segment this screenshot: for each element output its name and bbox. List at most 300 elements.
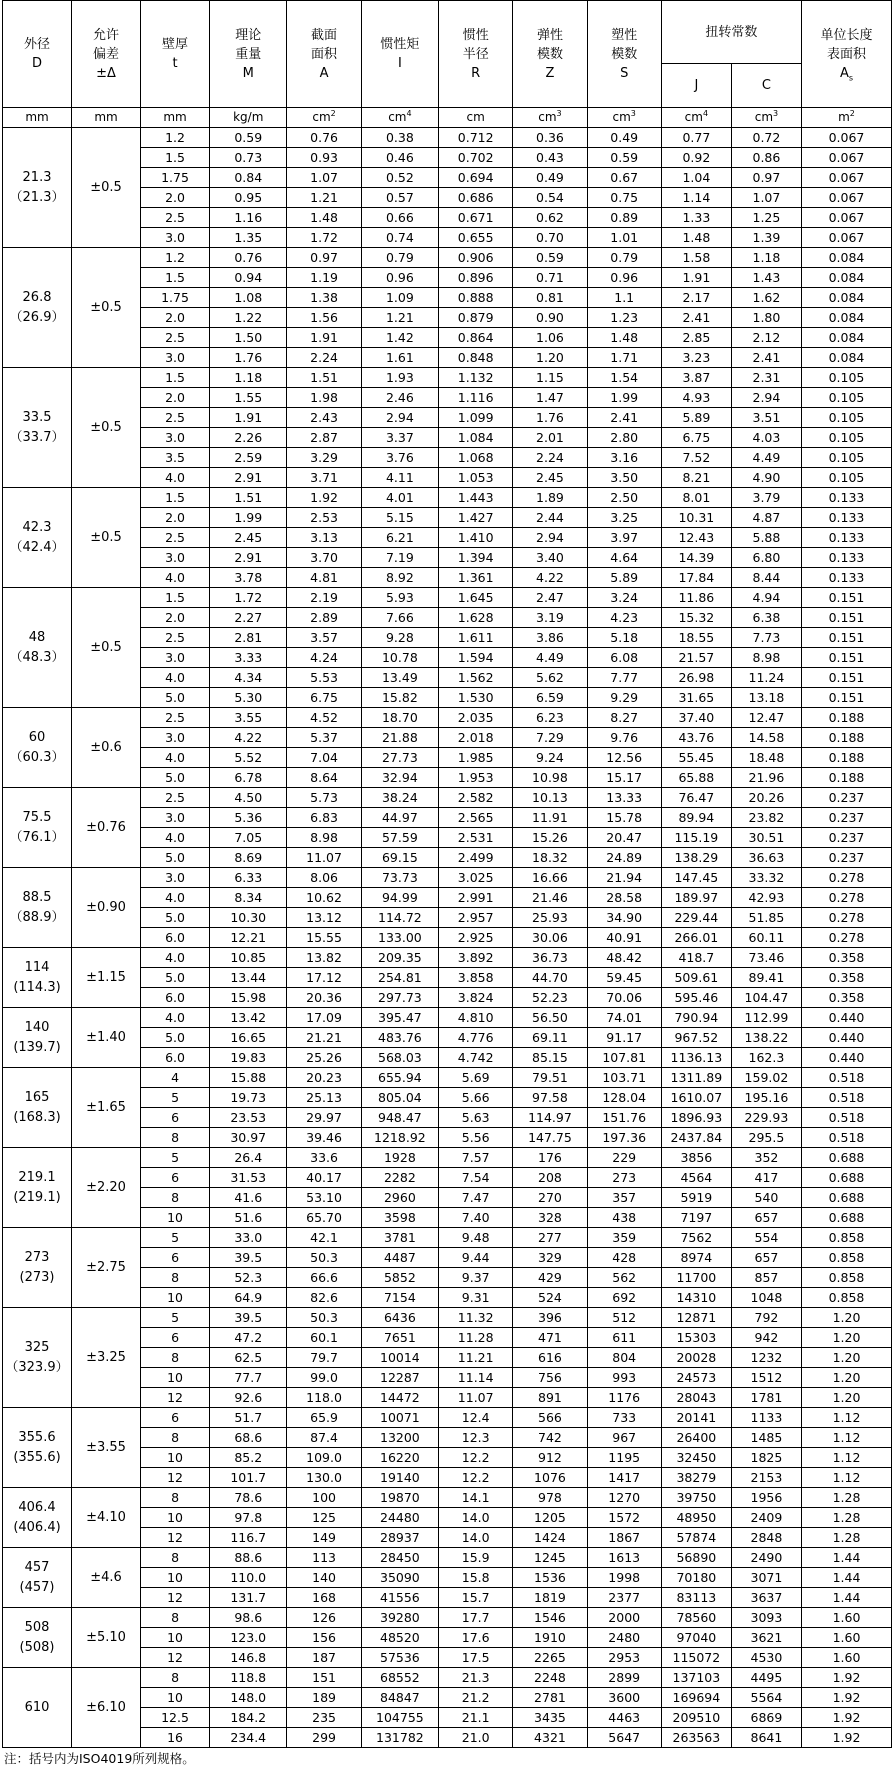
cell-as: 0.688 xyxy=(801,1148,891,1168)
cell-s: 2000 xyxy=(587,1608,661,1628)
cell-m: 19.83 xyxy=(210,1048,287,1068)
cell-t: 12.5 xyxy=(141,1708,210,1728)
header-label-line: 弹性 xyxy=(536,27,563,43)
cell-r: 12.4 xyxy=(439,1408,513,1428)
cell-m: 5.30 xyxy=(210,688,287,708)
cell-s: 0.49 xyxy=(587,128,661,148)
cell-m: 19.73 xyxy=(210,1088,287,1108)
cell-m: 8.69 xyxy=(210,848,287,868)
cell-m: 51.7 xyxy=(210,1408,287,1428)
cell-s: 128.04 xyxy=(587,1088,661,1108)
cell-t: 2.0 xyxy=(141,608,210,628)
cell-t: 1.2 xyxy=(141,128,210,148)
cell-t: 6.0 xyxy=(141,928,210,948)
cell-c: 5.88 xyxy=(731,528,801,548)
header-label-line: 模数 xyxy=(536,46,563,62)
cell-s: 74.01 xyxy=(587,1008,661,1028)
header-label-line: 模数 xyxy=(611,46,638,62)
unit-label: mm xyxy=(163,110,187,124)
cell-i: 4.11 xyxy=(361,468,438,488)
cell-t: 6.0 xyxy=(141,988,210,1008)
cell-c: 18.48 xyxy=(731,748,801,768)
cell-r: 9.31 xyxy=(439,1288,513,1308)
outer-diameter-cell xyxy=(3,1008,72,1068)
cell-as: 0.084 xyxy=(801,288,891,308)
cell-j: 32450 xyxy=(661,1448,731,1468)
cell-j: 263563 xyxy=(661,1728,731,1748)
unit-cell-od xyxy=(3,108,72,128)
table-row xyxy=(3,1008,892,1028)
cell-s: 15.17 xyxy=(587,768,661,788)
cell-z: 6.59 xyxy=(513,688,587,708)
cell-z: 978 xyxy=(513,1488,587,1508)
cell-a: 189 xyxy=(287,1688,361,1708)
cell-t: 1.75 xyxy=(141,168,210,188)
cell-z: 2248 xyxy=(513,1668,587,1688)
cell-j: 1311.89 xyxy=(661,1068,731,1088)
cell-a: 20.36 xyxy=(287,988,361,1008)
cell-c: 417 xyxy=(731,1168,801,1188)
cell-c: 6869 xyxy=(731,1708,801,1728)
cell-c: 0.97 xyxy=(731,168,801,188)
cell-r: 7.47 xyxy=(439,1188,513,1208)
cell-a: 0.93 xyxy=(287,148,361,168)
cell-i: 1.61 xyxy=(361,348,438,368)
cell-j: 11.86 xyxy=(661,588,731,608)
cell-t: 8 xyxy=(141,1608,210,1628)
cell-m: 5.52 xyxy=(210,748,287,768)
cell-z: 0.90 xyxy=(513,308,587,328)
cell-r: 2.499 xyxy=(439,848,513,868)
cell-z: 114.97 xyxy=(513,1108,587,1128)
cell-z: 329 xyxy=(513,1248,587,1268)
cell-r: 5.56 xyxy=(439,1128,513,1148)
unit-cell-r xyxy=(439,108,513,128)
cell-a: 0.97 xyxy=(287,248,361,268)
cell-t: 1.5 xyxy=(141,268,210,288)
iso-diameter-value: (168.3) xyxy=(13,1109,61,1125)
cell-j: 65.88 xyxy=(661,768,731,788)
cell-z: 85.15 xyxy=(513,1048,587,1068)
cell-z: 4.49 xyxy=(513,648,587,668)
outer-diameter-value: 406.4 xyxy=(18,1499,56,1515)
cell-r: 1.611 xyxy=(439,628,513,648)
cell-c: 20.26 xyxy=(731,788,801,808)
cell-t: 2.0 xyxy=(141,308,210,328)
cell-m: 1.91 xyxy=(210,408,287,428)
cell-j: 509.61 xyxy=(661,968,731,988)
cell-j: 189.97 xyxy=(661,888,731,908)
cell-z: 566 xyxy=(513,1408,587,1428)
iso-diameter-value: （60.3） xyxy=(9,749,65,765)
cell-s: 24.89 xyxy=(587,848,661,868)
cell-j: 7562 xyxy=(661,1228,731,1248)
cell-c: 1956 xyxy=(731,1488,801,1508)
cell-a: 6.83 xyxy=(287,808,361,828)
cell-c: 6.38 xyxy=(731,608,801,628)
cell-c: 4.03 xyxy=(731,428,801,448)
cell-s: 48.42 xyxy=(587,948,661,968)
cell-s: 0.59 xyxy=(587,148,661,168)
cell-t: 4 xyxy=(141,1068,210,1088)
cell-s: 2377 xyxy=(587,1588,661,1608)
cell-r: 1.361 xyxy=(439,568,513,588)
cell-a: 17.12 xyxy=(287,968,361,988)
cell-r: 1.116 xyxy=(439,388,513,408)
cell-a: 13.82 xyxy=(287,948,361,968)
table-row xyxy=(3,128,892,148)
cell-t: 3.0 xyxy=(141,868,210,888)
tolerance-cell: ±0.5 xyxy=(72,128,141,248)
iso-diameter-value: （76.1） xyxy=(9,829,65,845)
cell-m: 97.8 xyxy=(210,1508,287,1528)
cell-j: 7.52 xyxy=(661,448,731,468)
outer-diameter-value: 457 xyxy=(24,1559,50,1575)
unit-label: kg/m xyxy=(233,110,264,124)
cell-as: 0.518 xyxy=(801,1068,891,1088)
unit-label: m xyxy=(838,110,850,124)
cell-a: 109.0 xyxy=(287,1448,361,1468)
footnote: 注：括号内为ISO4019所列规格。 xyxy=(4,1751,195,1766)
cell-r: 12.2 xyxy=(439,1448,513,1468)
iso-diameter-value: （42.4） xyxy=(9,539,65,555)
cell-a: 50.3 xyxy=(287,1308,361,1328)
header-label-line: 重量 xyxy=(235,46,262,62)
cell-m: 15.88 xyxy=(210,1068,287,1088)
cell-t: 10 xyxy=(141,1448,210,1468)
cell-c: 2153 xyxy=(731,1468,801,1488)
cell-a: 65.9 xyxy=(287,1408,361,1428)
cell-m: 10.85 xyxy=(210,948,287,968)
cell-a: 8.64 xyxy=(287,768,361,788)
cell-a: 3.71 xyxy=(287,468,361,488)
cell-a: 151 xyxy=(287,1668,361,1688)
cell-s: 0.96 xyxy=(587,268,661,288)
header-label-line: 塑性 xyxy=(611,27,638,43)
cell-i: 28937 xyxy=(361,1528,438,1548)
cell-r: 21.3 xyxy=(439,1668,513,1688)
cell-c: 657 xyxy=(731,1208,801,1228)
table-row xyxy=(3,1608,892,1628)
cell-i: 2.94 xyxy=(361,408,438,428)
cell-m: 6.33 xyxy=(210,868,287,888)
cell-s: 1417 xyxy=(587,1468,661,1488)
cell-j: 3856 xyxy=(661,1148,731,1168)
cell-a: 25.13 xyxy=(287,1088,361,1108)
cell-s: 2.50 xyxy=(587,488,661,508)
cell-as: 0.188 xyxy=(801,708,891,728)
cell-s: 3.97 xyxy=(587,528,661,548)
cell-j: 5919 xyxy=(661,1188,731,1208)
outer-diameter-cell xyxy=(3,1608,72,1668)
cell-t: 12 xyxy=(141,1528,210,1548)
cell-c: 3.51 xyxy=(731,408,801,428)
cell-a: 2.24 xyxy=(287,348,361,368)
cell-r: 3.858 xyxy=(439,968,513,988)
cell-t: 4.0 xyxy=(141,748,210,768)
cell-a: 1.51 xyxy=(287,368,361,388)
unit-cell-s xyxy=(587,108,661,128)
cell-r: 1.132 xyxy=(439,368,513,388)
cell-as: 1.92 xyxy=(801,1728,891,1748)
cell-a: 4.52 xyxy=(287,708,361,728)
cell-t: 5.0 xyxy=(141,968,210,988)
cell-i: 1928 xyxy=(361,1148,438,1168)
table-row xyxy=(3,708,892,728)
cell-a: 2.53 xyxy=(287,508,361,528)
cell-i: 0.46 xyxy=(361,148,438,168)
iso-diameter-value: （88.9） xyxy=(9,909,65,925)
cell-s: 1.01 xyxy=(587,228,661,248)
cell-j: 1610.07 xyxy=(661,1088,731,1108)
cell-m: 131.7 xyxy=(210,1588,287,1608)
unit-label: cm xyxy=(754,110,774,124)
cell-a: 87.4 xyxy=(287,1428,361,1448)
cell-i: 0.74 xyxy=(361,228,438,248)
cell-z: 616 xyxy=(513,1348,587,1368)
cell-t: 6 xyxy=(141,1108,210,1128)
outer-diameter-cell xyxy=(3,788,72,868)
cell-i: 24480 xyxy=(361,1508,438,1528)
cell-z: 1076 xyxy=(513,1468,587,1488)
cell-z: 0.54 xyxy=(513,188,587,208)
cell-s: 91.17 xyxy=(587,1028,661,1048)
cell-m: 10.30 xyxy=(210,908,287,928)
cell-i: 73.73 xyxy=(361,868,438,888)
cell-j: 6.75 xyxy=(661,428,731,448)
cell-as: 0.067 xyxy=(801,208,891,228)
cell-m: 12.21 xyxy=(210,928,287,948)
column-header-s xyxy=(587,1,661,108)
cell-s: 0.79 xyxy=(587,248,661,268)
cell-s: 5.18 xyxy=(587,628,661,648)
table-row xyxy=(3,1308,892,1328)
cell-t: 5 xyxy=(141,1088,210,1108)
cell-t: 4.0 xyxy=(141,568,210,588)
cell-as: 1.28 xyxy=(801,1488,891,1508)
cell-m: 13.44 xyxy=(210,968,287,988)
header-label-line: 单位长度 xyxy=(820,27,873,43)
cell-m: 33.0 xyxy=(210,1228,287,1248)
cell-m: 26.4 xyxy=(210,1148,287,1168)
table-row xyxy=(3,588,892,608)
cell-as: 0.518 xyxy=(801,1108,891,1128)
cell-z: 21.46 xyxy=(513,888,587,908)
unit-label: cm xyxy=(388,110,407,124)
unit-cell-i xyxy=(361,108,438,128)
cell-r: 1.410 xyxy=(439,528,513,548)
cell-as: 0.440 xyxy=(801,1028,891,1048)
unit-cell-as xyxy=(801,108,891,128)
cell-j: 147.45 xyxy=(661,868,731,888)
header-label-line: 壁厚 xyxy=(162,37,189,52)
unit-cell-tol xyxy=(72,108,141,128)
cell-s: 103.71 xyxy=(587,1068,661,1088)
cell-t: 6.0 xyxy=(141,1048,210,1068)
cell-s: 1.23 xyxy=(587,308,661,328)
column-header-a xyxy=(287,1,361,108)
cell-j: 169694 xyxy=(661,1688,731,1708)
cell-as: 1.12 xyxy=(801,1428,891,1448)
cell-j: 12871 xyxy=(661,1308,731,1328)
cell-s: 1.71 xyxy=(587,348,661,368)
cell-c: 0.86 xyxy=(731,148,801,168)
table-row xyxy=(3,1548,892,1568)
cell-s: 107.81 xyxy=(587,1048,661,1068)
cell-r: 0.888 xyxy=(439,288,513,308)
cell-j: 20028 xyxy=(661,1348,731,1368)
cell-t: 5.0 xyxy=(141,688,210,708)
cell-i: 297.73 xyxy=(361,988,438,1008)
cell-t: 3.5 xyxy=(141,448,210,468)
cell-as: 0.188 xyxy=(801,728,891,748)
cell-as: 1.44 xyxy=(801,1588,891,1608)
cell-t: 2.0 xyxy=(141,388,210,408)
cell-z: 2781 xyxy=(513,1688,587,1708)
column-header-as xyxy=(801,1,891,108)
cell-z: 3.86 xyxy=(513,628,587,648)
cell-i: 9.28 xyxy=(361,628,438,648)
cell-s: 3.50 xyxy=(587,468,661,488)
cell-j: 43.76 xyxy=(661,728,731,748)
cell-a: 5.53 xyxy=(287,668,361,688)
cell-m: 2.59 xyxy=(210,448,287,468)
cell-s: 9.76 xyxy=(587,728,661,748)
cell-z: 1.47 xyxy=(513,388,587,408)
cell-s: 562 xyxy=(587,1268,661,1288)
cell-i: 0.79 xyxy=(361,248,438,268)
cell-as: 0.067 xyxy=(801,148,891,168)
cell-s: 359 xyxy=(587,1228,661,1248)
cell-t: 4.0 xyxy=(141,468,210,488)
cell-i: 38.24 xyxy=(361,788,438,808)
cell-j: 15303 xyxy=(661,1328,731,1348)
cell-j: 418.7 xyxy=(661,948,731,968)
cell-r: 2.582 xyxy=(439,788,513,808)
cell-a: 66.6 xyxy=(287,1268,361,1288)
column-header-t xyxy=(141,1,210,108)
cell-t: 12 xyxy=(141,1588,210,1608)
cell-i: 13200 xyxy=(361,1428,438,1448)
table-row xyxy=(3,1068,892,1088)
tolerance-cell: ±1.40 xyxy=(72,1008,141,1068)
cell-r: 11.28 xyxy=(439,1328,513,1348)
unit-label: cm xyxy=(466,110,485,124)
cell-a: 235 xyxy=(287,1708,361,1728)
cell-t: 5 xyxy=(141,1148,210,1168)
cell-c: 657 xyxy=(731,1248,801,1268)
cell-r: 9.48 xyxy=(439,1228,513,1248)
cell-a: 140 xyxy=(287,1568,361,1588)
cell-j: 26400 xyxy=(661,1428,731,1448)
cell-z: 1424 xyxy=(513,1528,587,1548)
cell-t: 3.0 xyxy=(141,808,210,828)
cell-t: 2.5 xyxy=(141,708,210,728)
cell-i: 21.88 xyxy=(361,728,438,748)
cell-m: 68.6 xyxy=(210,1428,287,1448)
iso-diameter-value: (273) xyxy=(19,1269,55,1285)
cell-as: 0.858 xyxy=(801,1268,891,1288)
cell-z: 208 xyxy=(513,1168,587,1188)
cell-as: 0.278 xyxy=(801,928,891,948)
header-label-line: Z xyxy=(545,65,555,81)
header-label-line: 偏差 xyxy=(93,46,120,62)
unit-label: cm xyxy=(612,110,631,124)
outer-diameter-cell xyxy=(3,1668,72,1748)
cell-s: 1613 xyxy=(587,1548,661,1568)
torsion-constant-header: 扭转常数 xyxy=(661,1,801,64)
iso-diameter-value: (355.6) xyxy=(13,1449,61,1465)
outer-diameter-value: 60 xyxy=(28,729,46,745)
cell-t: 8 xyxy=(141,1268,210,1288)
iso-diameter-value: （33.7） xyxy=(9,429,65,445)
cell-as: 1.28 xyxy=(801,1528,891,1548)
cell-m: 13.42 xyxy=(210,1008,287,1028)
outer-diameter-value: 273 xyxy=(24,1249,50,1265)
cell-m: 88.6 xyxy=(210,1548,287,1568)
cell-r: 5.63 xyxy=(439,1108,513,1128)
column-header-r xyxy=(439,1,513,108)
cell-r: 14.0 xyxy=(439,1528,513,1548)
cell-s: 70.06 xyxy=(587,988,661,1008)
cell-i: 0.52 xyxy=(361,168,438,188)
cell-t: 3.0 xyxy=(141,728,210,748)
cell-a: 149 xyxy=(287,1528,361,1548)
header-label-line: 惯性 xyxy=(462,27,489,43)
header-label-line: S xyxy=(620,65,629,81)
unit-cell-t xyxy=(141,108,210,128)
cell-m: 62.5 xyxy=(210,1348,287,1368)
table-row xyxy=(3,1488,892,1508)
cell-a: 1.48 xyxy=(287,208,361,228)
cell-z: 11.91 xyxy=(513,808,587,828)
cell-m: 234.4 xyxy=(210,1728,287,1748)
outer-diameter-value: 610 xyxy=(24,1699,50,1715)
cell-i: 3.76 xyxy=(361,448,438,468)
cell-s: 59.45 xyxy=(587,968,661,988)
outer-diameter-value: 33.5 xyxy=(22,409,52,425)
cell-m: 110.0 xyxy=(210,1568,287,1588)
cell-m: 0.95 xyxy=(210,188,287,208)
cell-a: 21.21 xyxy=(287,1028,361,1048)
outer-diameter-value: 508 xyxy=(24,1619,50,1635)
cell-r: 1.084 xyxy=(439,428,513,448)
cell-j: 1.58 xyxy=(661,248,731,268)
cell-s: 1867 xyxy=(587,1528,661,1548)
cell-z: 6.23 xyxy=(513,708,587,728)
cell-s: 21.94 xyxy=(587,868,661,888)
cell-t: 10 xyxy=(141,1368,210,1388)
cell-c: 104.47 xyxy=(731,988,801,1008)
cell-t: 3.0 xyxy=(141,348,210,368)
cell-c: 1.07 xyxy=(731,188,801,208)
cell-s: 8.27 xyxy=(587,708,661,728)
cell-as: 0.105 xyxy=(801,388,891,408)
cell-m: 1.16 xyxy=(210,208,287,228)
cell-c: 51.85 xyxy=(731,908,801,928)
tolerance-cell: ±2.20 xyxy=(72,1148,141,1228)
outer-diameter-value: 21.3 xyxy=(22,169,52,185)
cell-as: 0.067 xyxy=(801,128,891,148)
unit-exponent: 3 xyxy=(556,109,562,118)
cell-r: 4.776 xyxy=(439,1028,513,1048)
unit-label: cm xyxy=(312,110,331,124)
cell-as: 0.151 xyxy=(801,588,891,608)
cell-s: 9.29 xyxy=(587,688,661,708)
cell-t: 6 xyxy=(141,1248,210,1268)
cell-z: 0.49 xyxy=(513,168,587,188)
cell-r: 2.531 xyxy=(439,828,513,848)
